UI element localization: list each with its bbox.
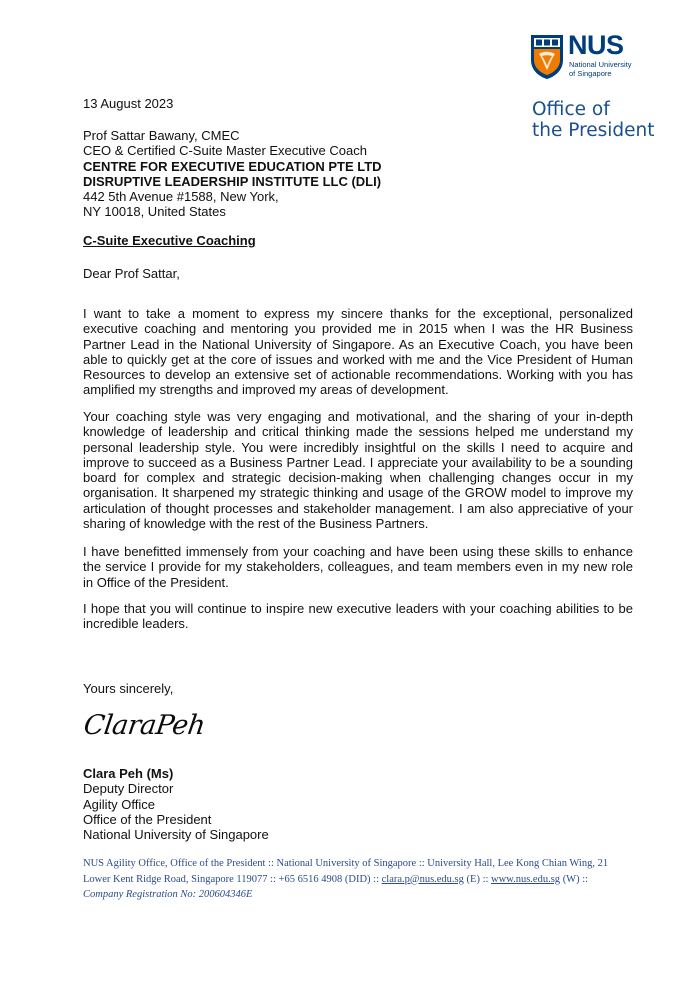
recipient-address [83, 128, 633, 220]
handwritten-signature: ClaraPeh [81, 710, 207, 741]
signer-block [83, 766, 633, 842]
signer-department: Agility Office [83, 796, 156, 812]
recipient-title: CEO & Certified C-Suite Master Executive Coach [83, 143, 367, 159]
nus-crest-icon [530, 34, 564, 80]
recipient-org-1: CENTRE FOR EXECUTIVE EDUCATION PTE LTD [83, 158, 382, 174]
footer-address-line-2: Lower Kent Ridge Road, Singapore 119077 :: +65 6516 4908 (DID) :: clara.p@nus.edu.sg (E) :: www.nus.edu.sg (W) :: [83, 873, 589, 885]
signer-title: Deputy Director [83, 781, 174, 797]
recipient-org-2: DISRUPTIVE LEADERSHIP INSTITUTE LLC (DLI) [83, 173, 382, 189]
nus-logo-subtitle: National University of Singapore [569, 60, 632, 78]
signer-office: Office of the President [83, 811, 212, 827]
company-registration: Company Registration No: 200604346E [83, 889, 253, 900]
letter-date: 13 August 2023 [83, 96, 174, 111]
office-of-the-president-heading: Office of the President [532, 99, 655, 141]
letter-subject: C-Suite Executive Coaching [83, 233, 256, 248]
email-link[interactable]: clara.p@nus.edu.sg [381, 873, 464, 885]
website-link[interactable]: www.nus.edu.sg [491, 873, 561, 885]
recipient-name: Prof Sattar Bawany, CMEC [83, 128, 240, 143]
body-paragraph-4: I hope that you will continue to inspire new executive leaders with your coaching abilities to be incredible leaders. [83, 601, 633, 632]
body-paragraph-1: I want to take a moment to express my sincere thanks for the exceptional, personalized executive coaching and mentoring you provided me in 2015 when I was the HR Business Partner Lead in the National University of Singapore. As an Executive Coach, you have been able to quickly get at the core of issues and worked with me and the Vice President of Human Resources to develop an extensive set of actionable recommendations. Working with you has amplified my strengths and improved my areas of development. [83, 306, 633, 398]
recipient-address-line-1: 442 5th Avenue #1588, New York, [83, 189, 279, 205]
body-paragraph-3: I have benefitted immensely from your coaching and have been using these skills to enhance the service I provide for my stakeholders, colleagues, and team members even in my new role in Office of the President. [83, 544, 633, 590]
salutation: Dear Prof Sattar, [83, 266, 180, 281]
body-paragraph-2: Your coaching style was very engaging and motivational, and the sharing of your in-depth knowledge of leadership and critical thinking made the sessions helped me understand my personal leadership style. You were incredibly insightful on the skills I need to acquire and improve to succeed as a Business Partner Lead. I appreciate your availability to be a sounding board for complex and strategic decision-making when challenging changes occur in my organisation. It sharpened my strategic thinking and usage of the GROW model to improve my articulation of thought processes and stakeholder management. I am also appreciative of your sharing of knowledge with the rest of the Business Partners. [83, 409, 633, 532]
signer-name: Clara Peh (Ms) [83, 766, 174, 781]
nus-wordmark: NUS [568, 30, 624, 60]
signer-university: National University of Singapore [83, 827, 269, 843]
footer-address-line-1: NUS Agility Office, Office of the President :: National University of Singapore :: University Hall, Lee Kong Chian Wing, 21 [83, 858, 609, 869]
recipient-address-line-2: NY 10018, United States [83, 204, 226, 220]
closing: Yours sincerely, [83, 681, 174, 696]
nus-logo [528, 30, 668, 84]
letterhead-footer [83, 856, 643, 903]
